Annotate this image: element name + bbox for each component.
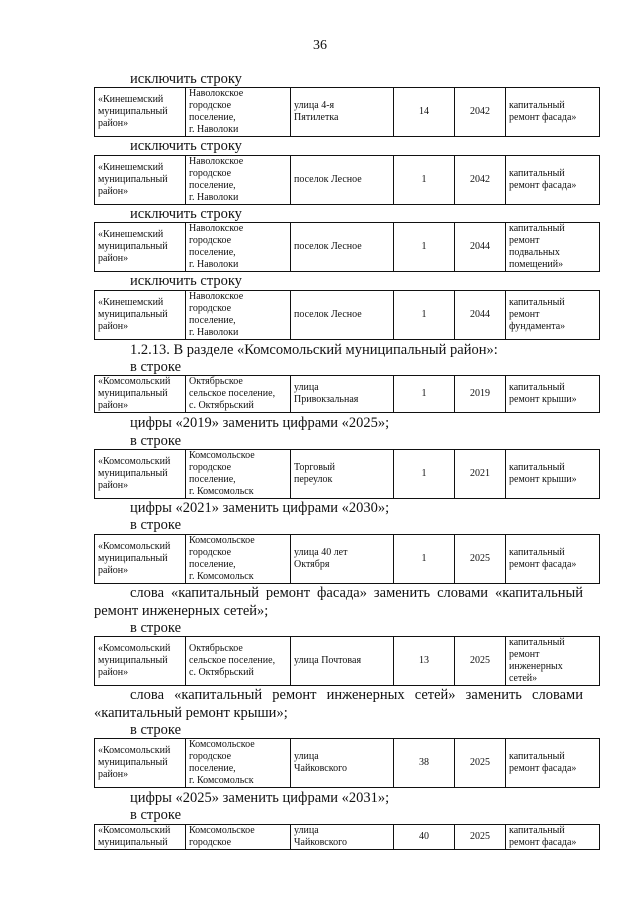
cell-count: 1 xyxy=(394,156,455,205)
table-row xyxy=(94,290,600,340)
cell-district: «Комсомольский муниципальный район» xyxy=(95,637,186,686)
cell-year: 2025 xyxy=(455,637,506,686)
cell-district: «Кинешемский муниципальный район» xyxy=(95,291,186,340)
cell-settlement: Комсомольское городское поселение, г. Комсомольск xyxy=(186,450,291,499)
cell-settlement: Октябрьское сельское поселение, с. Октябрьский xyxy=(186,376,291,413)
instruction-replace: «капитальный ремонт крыши»; xyxy=(94,705,288,721)
instruction-exclude-row: исключить строку xyxy=(130,138,242,154)
instruction-in-row: в строке xyxy=(130,517,182,533)
cell-count: 1 xyxy=(394,376,455,413)
instruction-in-row: в строке xyxy=(130,359,182,375)
page-number: 36 xyxy=(313,38,327,53)
cell-district: «Кинешемский муниципальный район» xyxy=(95,156,186,205)
instruction-replace: цифры «2021» заменить цифрами «2030»; xyxy=(130,500,390,516)
instruction-exclude-row: исключить строку xyxy=(130,71,242,87)
instruction-replace: слова «капитальный ремонт инженерных сетей» заменить словами xyxy=(130,687,583,703)
cell-year: 2044 xyxy=(455,223,506,272)
cell-work: капитальный ремонт подвальных помещений» xyxy=(506,223,600,272)
instruction-replace: слова «капитальный ремонт фасада» заменить словами «капитальный xyxy=(130,585,583,601)
cell-address: улица Привокзальная xyxy=(291,376,394,413)
instruction-in-row: в строке xyxy=(130,807,182,823)
section-heading: 1.2.13. В разделе «Комсомольский муниципальный район»: xyxy=(130,342,498,358)
instruction-exclude-row: исключить строку xyxy=(130,206,242,222)
cell-year: 2025 xyxy=(455,825,506,850)
cell-year: 2025 xyxy=(455,739,506,788)
table-row xyxy=(94,87,600,137)
cell-year: 2021 xyxy=(455,450,506,499)
cell-work: капитальный ремонт крыши» xyxy=(506,376,600,413)
cell-year: 2019 xyxy=(455,376,506,413)
cell-year: 2044 xyxy=(455,291,506,340)
instruction-in-row: в строке xyxy=(130,620,182,636)
cell-work: капитальный ремонт фасада» xyxy=(506,156,600,205)
cell-settlement: Октябрьское сельское поселение, с. Октябрьский xyxy=(186,637,291,686)
cell-district: «Комсомольский муниципальный район» xyxy=(95,376,186,413)
cell-district: «Кинешемский муниципальный район» xyxy=(95,88,186,137)
cell-year: 2042 xyxy=(455,88,506,137)
cell-count: 13 xyxy=(394,637,455,686)
cell-work: капитальный ремонт фасада» xyxy=(506,739,600,788)
cell-address: поселок Лесное xyxy=(291,156,394,205)
table-row xyxy=(94,222,600,272)
cell-address: Торговый переулок xyxy=(291,450,394,499)
instruction-in-row: в строке xyxy=(130,433,182,449)
cell-address: улица 4-я Пятилетка xyxy=(291,88,394,137)
table-row xyxy=(94,375,600,413)
cell-settlement: Наволокское городское поселение, г. Наволоки xyxy=(186,156,291,205)
table-row xyxy=(94,155,600,205)
cell-year: 2025 xyxy=(455,535,506,584)
cell-district: «Кинешемский муниципальный район» xyxy=(95,223,186,272)
cell-settlement: Наволокское городское поселение, г. Наволоки xyxy=(186,291,291,340)
cell-count: 14 xyxy=(394,88,455,137)
table-row xyxy=(94,449,600,499)
cell-settlement: Комсомольское городское поселение, г. Комсомольск xyxy=(186,535,291,584)
instruction-replace: цифры «2019» заменить цифрами «2025»; xyxy=(130,415,390,431)
cell-address: поселок Лесное xyxy=(291,223,394,272)
cell-work: капитальный ремонт крыши» xyxy=(506,450,600,499)
cell-count: 1 xyxy=(394,223,455,272)
cell-work: капитальный ремонт фасада» xyxy=(506,88,600,137)
cell-work: капитальный ремонт инженерных сетей» xyxy=(506,637,600,686)
cell-address: улица Чайковского xyxy=(291,825,394,850)
instruction-in-row: в строке xyxy=(130,722,182,738)
table-row xyxy=(94,534,600,584)
instruction-replace: цифры «2025» заменить цифрами «2031»; xyxy=(130,790,390,806)
cell-count: 1 xyxy=(394,535,455,584)
cell-address: улица 40 лет Октября xyxy=(291,535,394,584)
cell-count: 1 xyxy=(394,450,455,499)
cell-settlement: Комсомольское городское поселение, г. Комсомольск xyxy=(186,739,291,788)
cell-settlement: Наволокское городское поселение, г. Наволоки xyxy=(186,223,291,272)
table-row xyxy=(94,636,600,686)
cell-settlement: Комсомольское городское xyxy=(186,825,291,850)
cell-district: «Комсомольский муниципальный район» xyxy=(95,535,186,584)
cell-district: «Комсомольский муниципальный район» xyxy=(95,450,186,499)
instruction-replace: ремонт инженерных сетей»; xyxy=(94,603,269,619)
cell-address: улица Почтовая xyxy=(291,637,394,686)
cell-year: 2042 xyxy=(455,156,506,205)
cell-work: капитальный ремонт фундамента» xyxy=(506,291,600,340)
cell-work: капитальный ремонт фасада» xyxy=(506,535,600,584)
cell-address: улица Чайковского xyxy=(291,739,394,788)
cell-settlement: Наволокское городское поселение, г. Наволоки xyxy=(186,88,291,137)
table-row xyxy=(94,738,600,788)
instruction-exclude-row: исключить строку xyxy=(130,273,242,289)
table-row xyxy=(94,824,600,850)
cell-address: поселок Лесное xyxy=(291,291,394,340)
cell-district: «Комсомольский муниципальный xyxy=(95,825,186,850)
cell-count: 1 xyxy=(394,291,455,340)
cell-work: капитальный ремонт фасада» xyxy=(506,825,600,850)
cell-count: 40 xyxy=(394,825,455,850)
cell-count: 38 xyxy=(394,739,455,788)
cell-district: «Комсомольский муниципальный район» xyxy=(95,739,186,788)
